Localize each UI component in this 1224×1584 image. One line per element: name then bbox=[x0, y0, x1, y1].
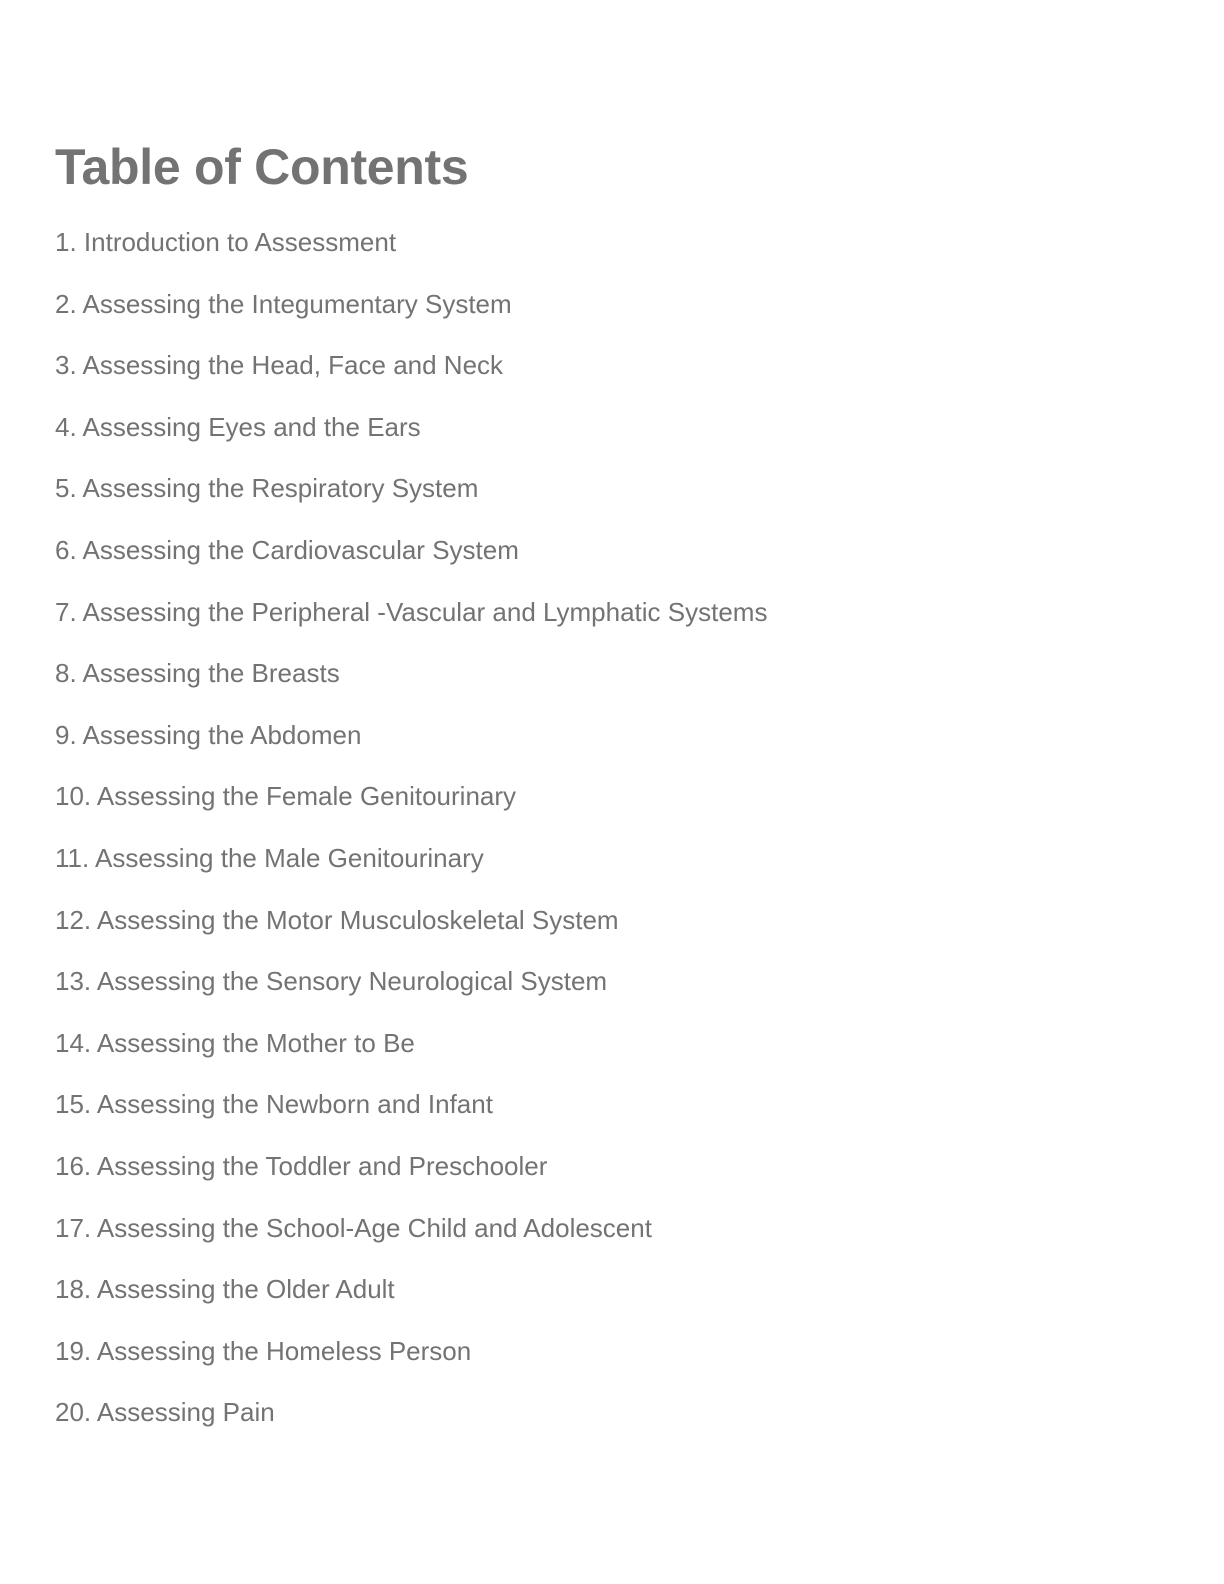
toc-entry-2: 2. Assessing the Integumentary System bbox=[55, 288, 512, 319]
toc-entry-18: 18. Assessing the Older Adult bbox=[55, 1274, 395, 1305]
toc-entry-15: 15. Assessing the Newborn and Infant bbox=[55, 1089, 493, 1120]
toc-entry-9: 9. Assessing the Abdomen bbox=[55, 719, 362, 750]
toc-entry-6: 6. Assessing the Cardiovascular System bbox=[55, 534, 519, 565]
toc-entry-16: 16. Assessing the Toddler and Preschooler bbox=[55, 1150, 548, 1181]
toc-entry-4: 4. Assessing Eyes and the Ears bbox=[55, 411, 421, 442]
toc-entry-20: 20. Assessing Pain bbox=[55, 1397, 275, 1428]
toc-entry-3: 3. Assessing the Head, Face and Neck bbox=[55, 350, 504, 381]
toc-entry-7: 7. Assessing the Peripheral -Vascular and Lymphatic Systems bbox=[55, 596, 768, 627]
toc-entry-11: 11. Assessing the Male Genitourinary bbox=[55, 842, 484, 873]
toc-entry-19: 19. Assessing the Homeless Person bbox=[55, 1335, 472, 1366]
toc-entry-12: 12. Assessing the Motor Musculoskeletal System bbox=[55, 904, 619, 935]
toc-entry-1: 1. Introduction to Assessment bbox=[55, 227, 397, 257]
toc-entry-17: 17. Assessing the School-Age Child and Adolescent bbox=[55, 1212, 652, 1243]
toc-list bbox=[55, 224, 767, 1456]
toc-entry-10: 10. Assessing the Female Genitourinary bbox=[55, 781, 517, 812]
toc-entry-13: 13. Assessing the Sensory Neurological System bbox=[55, 966, 608, 997]
toc-entry-14: 14. Assessing the Mother to Be bbox=[55, 1027, 415, 1058]
toc-entry-5: 5. Assessing the Respiratory System bbox=[55, 473, 479, 504]
page-title: Table of Contents bbox=[55, 139, 469, 195]
toc-entry-8: 8. Assessing the Breasts bbox=[55, 658, 340, 689]
